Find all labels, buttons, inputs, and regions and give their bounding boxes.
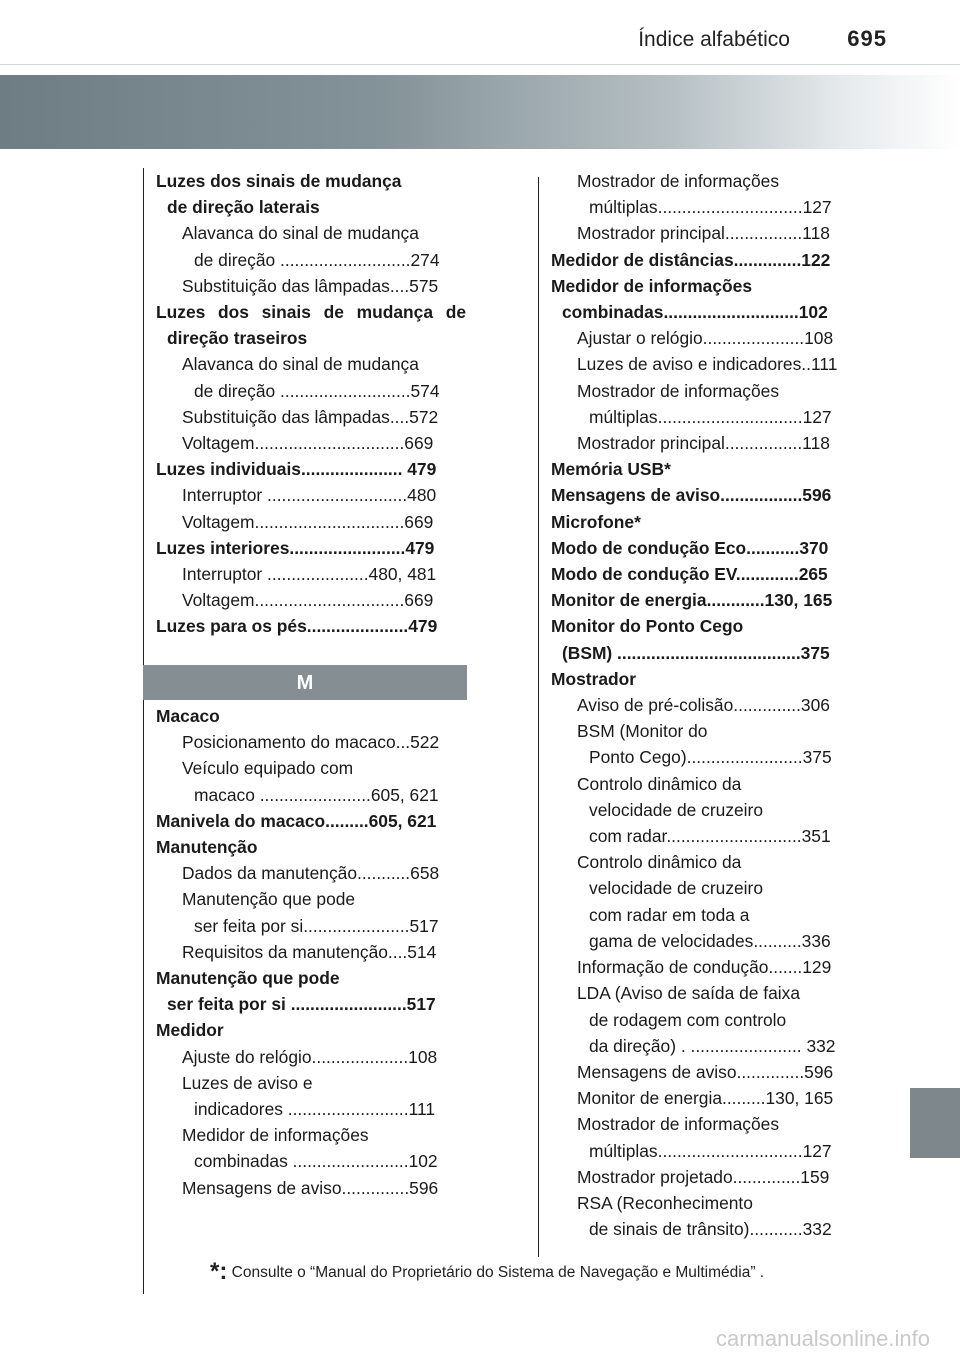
index-entry: combinadas............................102 [562,302,828,323]
page-number: 695 [847,26,887,51]
index-entry: Mostrador principal................118 [577,433,830,454]
index-entry: Medidor de informações [551,275,752,296]
index-entry: com radar............................351 [589,826,831,847]
index-entry: com radar em toda a [589,904,750,925]
index-entry: Voltagem...............................669 [182,590,434,611]
index-entry: Ajuste do relógio....................108 [182,1046,438,1067]
index-column-left-m [156,703,466,1201]
index-entry: velocidade de cruzeiro [589,878,764,899]
index-entry: Controlo dinâmico da [577,852,742,873]
index-entry: RSA (Reconhecimento [577,1192,753,1213]
index-entry: Mostrador de informações [577,1114,780,1135]
index-entry: Modo de condução Eco...........370 [551,537,829,558]
page-header [0,0,960,63]
index-entry: Voltagem...............................669 [182,433,434,454]
index-entry: Manutenção que pode [156,968,340,989]
index-entry: múltiplas..............................127 [589,197,832,218]
index-entry: combinadas ........................102 [194,1151,438,1172]
index-entry: Dados da manutenção...........658 [182,863,440,884]
index-entry: Macaco [156,706,220,726]
index-entry: Mensagens de aviso.................596 [551,485,832,506]
index-entry: de sinais de trânsito)...........332 [589,1219,832,1240]
index-entry: LDA (Aviso de saída de faixa [577,983,800,1004]
index-entry: Interruptor .....................480, 481 [182,564,437,585]
index-entry: Mostrador principal................118 [577,223,830,244]
index-entry: Alavanca do sinal de mudança [182,354,419,375]
index-entry: Mostrador de informações [577,171,780,191]
footnote [210,1258,764,1286]
index-entry: Monitor do Ponto Cego [551,616,744,637]
column-divider-left-bottom [143,700,144,1294]
index-entry: ser feita por si ........................517 [167,994,436,1015]
index-entry: Posicionamento do macaco...522 [182,732,440,753]
index-entry: velocidade de cruzeiro [589,799,764,820]
footnote-marker: *: [210,1258,228,1285]
index-entry: gama de velocidades..........336 [589,930,831,951]
thumb-index-tab [910,1088,960,1158]
index-entry: Manutenção que pode [182,889,356,910]
index-entry: de direção laterais [167,197,320,218]
index-entry: Medidor de informações [182,1125,369,1146]
index-entry: Alavanca do sinal de mudança [182,223,419,244]
index-entry: Veículo equipado com [182,758,354,779]
index-entry: Memória USB* [551,459,671,480]
index-entry: Monitor de energia.........130, 165 [577,1088,834,1109]
index-entry: Substituição das lâmpadas....575 [182,275,439,296]
index-entry: Manivela do macaco.........605, 621 [156,810,437,831]
index-entry: Voltagem...............................669 [182,511,434,532]
index-entry: de rodagem com controlo [589,1009,787,1030]
index-entry: (BSM) ......................................375 [562,642,830,663]
index-entry: Microfone* [551,511,641,532]
page-title: Índice alfabético [638,28,790,51]
column-divider-center [538,177,539,1257]
index-entry: BSM (Monitor do [577,721,708,742]
section-header-m: M [143,665,467,700]
index-entry: Luzes de aviso e [182,1072,313,1093]
index-entry: macaco .......................605, 621 [194,784,439,805]
index-entry: múltiplas..............................127 [589,1140,832,1161]
index-entry: Manutenção [156,837,258,858]
index-entry: múltiplas..............................127 [589,406,832,427]
index-entry: Modo de condução EV.............265 [551,564,828,585]
index-entry: Mensagens de aviso..............596 [182,1177,439,1198]
index-entry: Luzes para os pés.....................479 [156,616,438,637]
index-entry: Ajustar o relógio.....................108 [577,328,834,349]
index-entry: Substituição das lâmpadas....572 [182,406,439,427]
index-entry: Informação de condução.......129 [577,957,832,978]
index-entry: Ponto Cego)........................375 [589,747,832,768]
index-entry: Luzes individuais..................... 479 [156,459,437,480]
header-banner [0,75,960,149]
header-rule [0,64,960,65]
index-entry: Medidor de distâncias..............122 [551,249,831,270]
index-column-left [156,168,466,640]
column-divider-left-top [143,168,144,665]
footnote-text: Consulte o “Manual do Proprietário do Sistema de Navegação e Multimédia” . [227,1264,765,1281]
index-entry: Luzes de aviso e indicadores..111 [577,354,838,375]
index-entry: Mensagens de aviso..............596 [577,1061,834,1082]
index-entry: Mostrador de informações [577,380,780,401]
index-entry: Mostrador [551,668,637,689]
index-entry: Luzes dos sinais de mudança [156,171,402,191]
index-entry: Interruptor .............................480 [182,485,437,506]
index-entry: de direção ...........................274 [194,249,440,270]
index-entry: Medidor [156,1020,224,1041]
index-entry: Luzes dos sinais de mudança de [156,302,466,323]
index-entry: de direção ...........................574 [194,380,440,401]
index-column-right [551,168,861,1242]
index-entry: Mostrador projetado..............159 [577,1166,830,1187]
index-entry: Luzes interiores........................479 [156,537,435,558]
index-entry: Controlo dinâmico da [577,773,742,794]
index-entry: Requisitos da manutenção....514 [182,941,437,962]
index-entry: da direção) . ....................... 332 [589,1035,836,1056]
index-entry: indicadores .........................111 [194,1099,435,1120]
watermark: carmanualsonline.info [715,1326,930,1351]
index-entry: Monitor de energia............130, 165 [551,590,833,611]
index-entry: direção traseiros [167,328,308,349]
index-entry: ser feita por si......................517 [194,915,439,936]
index-entry: Aviso de pré-colisão..............306 [577,695,830,716]
